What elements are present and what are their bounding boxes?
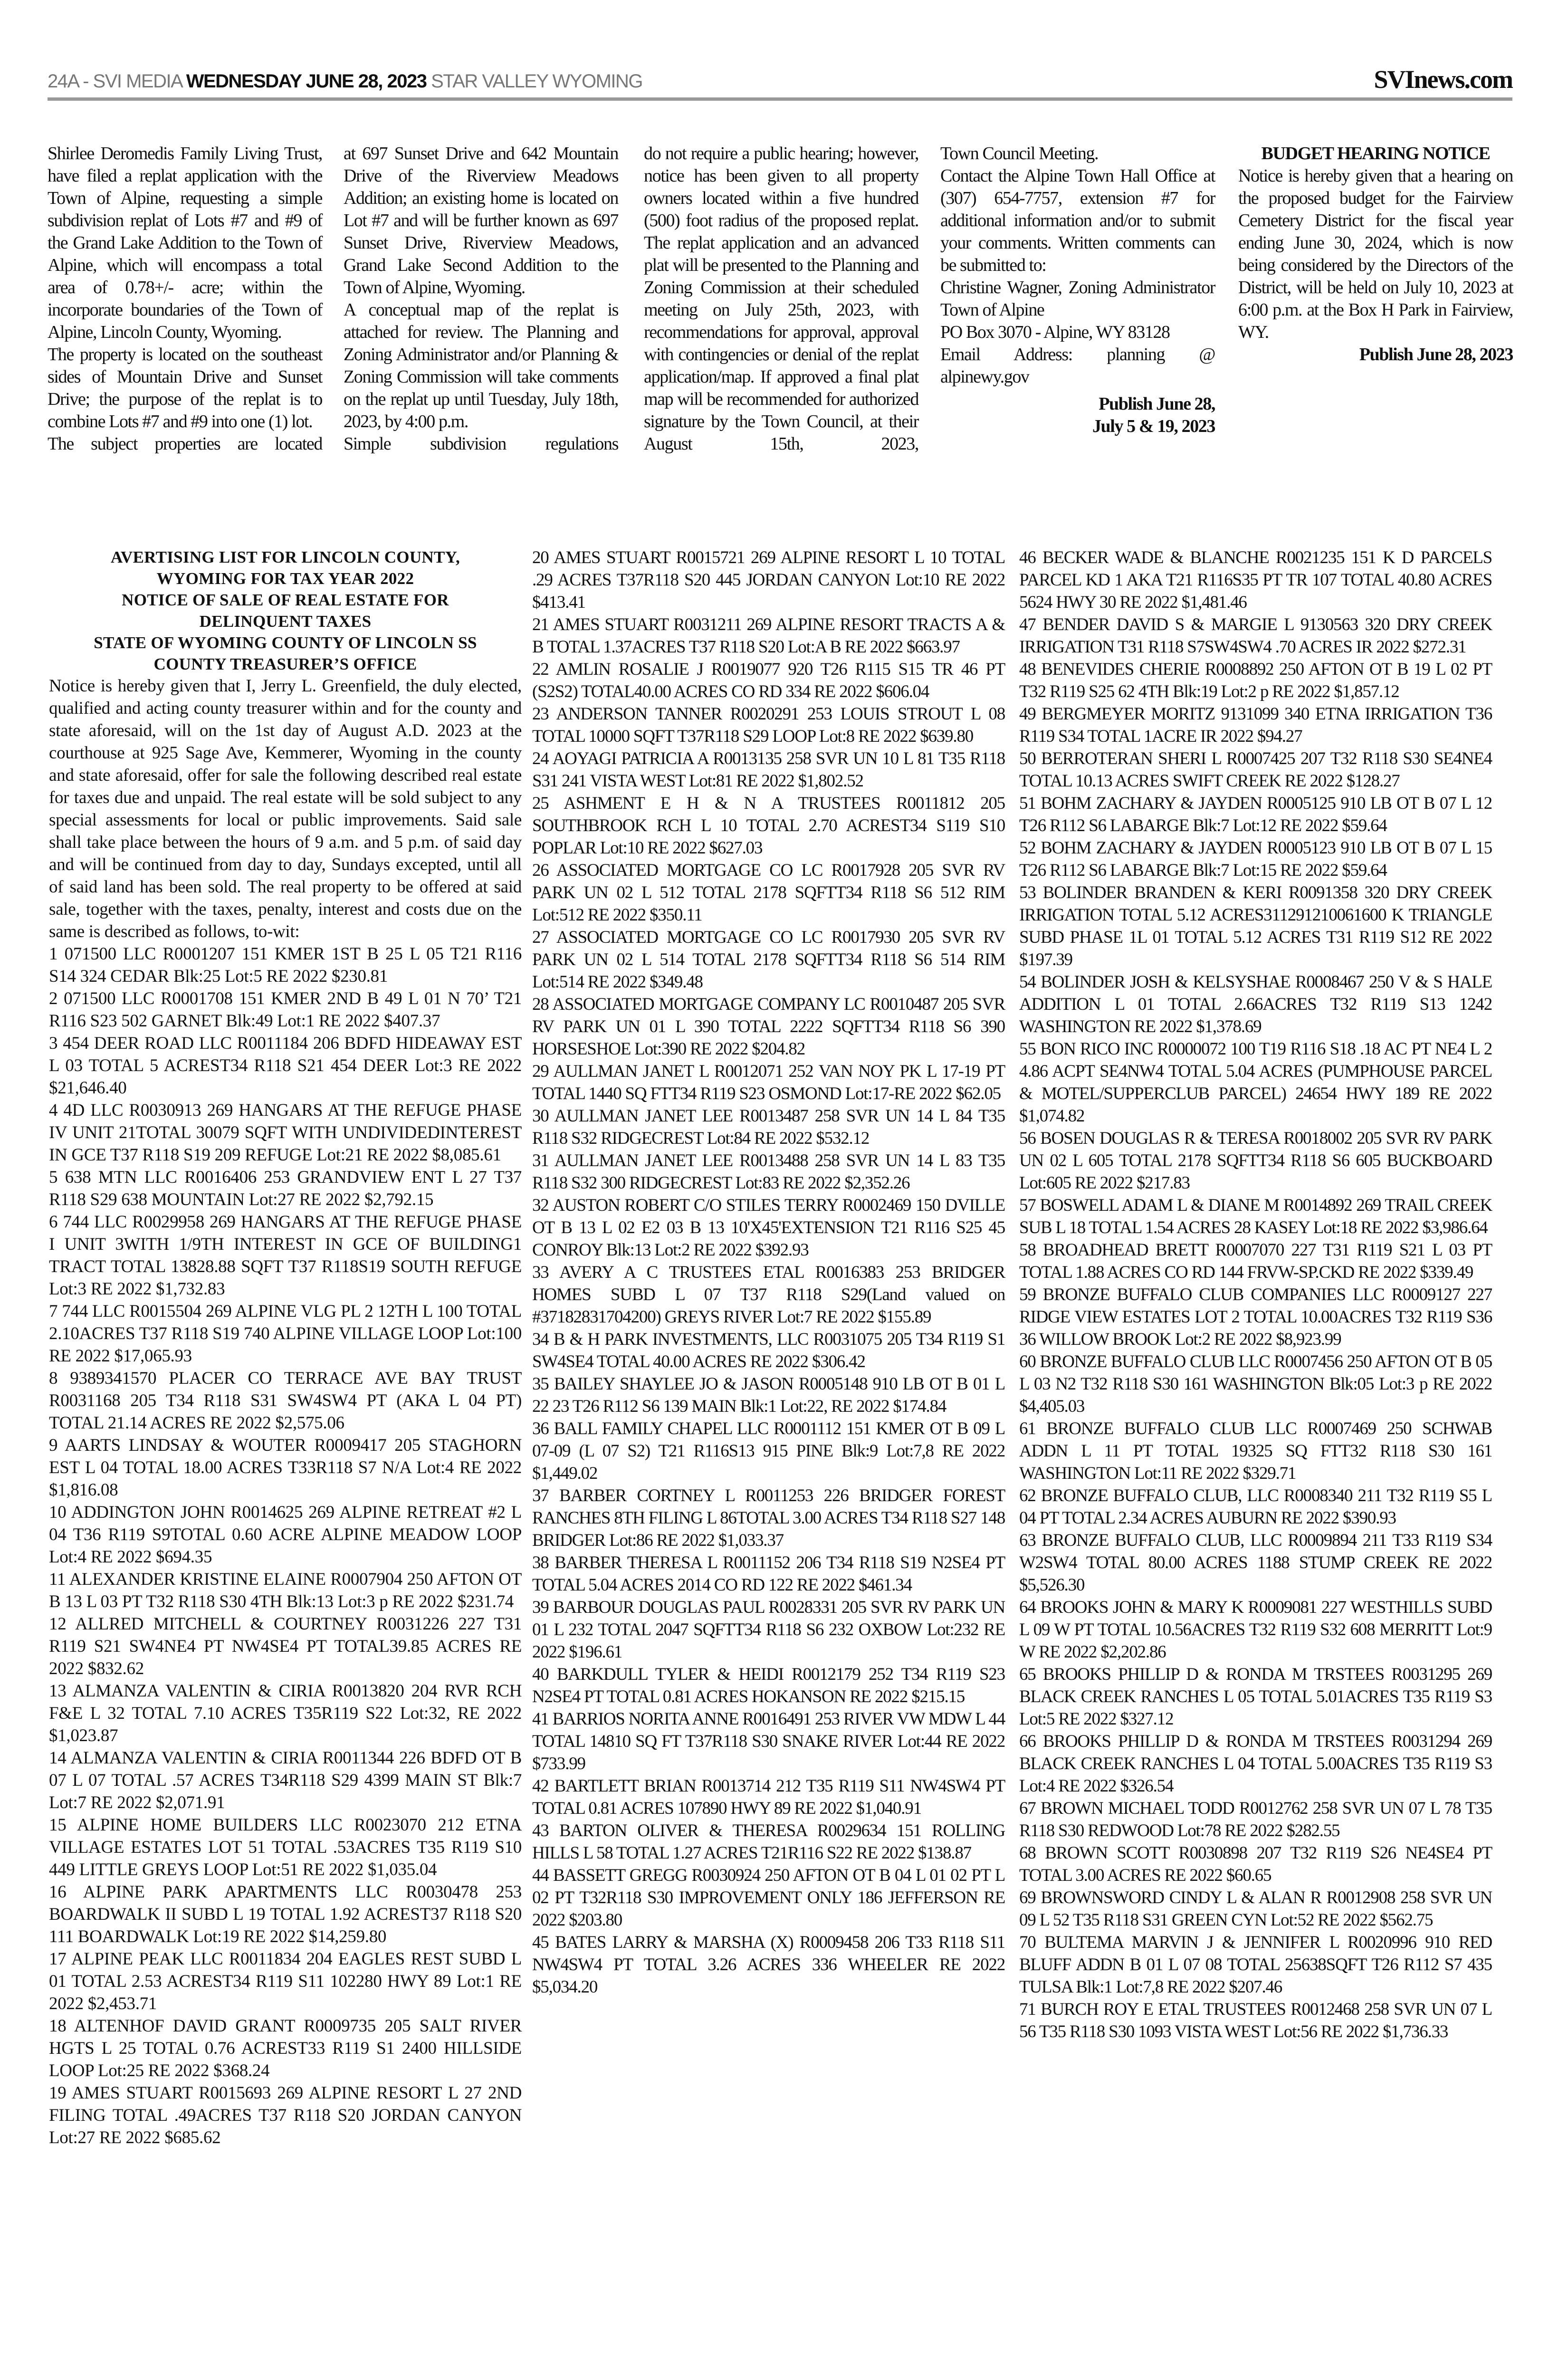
tax-list-title [49,546,522,675]
tax-list-entry: 48 BENEVIDES CHERIE R0008892 250 AFTON OT B 19 L 02 PT T32 R119 S25 62 4TH Blk:19 Lot:2 p RE 2022 $1,857.12 [1019,660,1492,701]
header-rule [48,97,1512,101]
tax-list-entry: 38 BARBER THERESA L R0011152 206 T34 R118 S19 N2SE4 PT TOTAL 5.04 ACRES 2014 CO RD 122 RE 2022 $461.34 [532,1553,1005,1595]
tax-list-entry: 41 BARRIOS NORITA ANNE R0016491 253 RIVER VW MDW L 44 TOTAL 14810 SQ FT T37R118 S30 SNAKE RIVER Lot:44 RE 2022 $733.99 [532,1709,1005,1773]
tax-list-entry: 70 BULTEMA MARVIN J & JENNIFER L R0020996 910 RED BLUFF ADDN B 01 L 07 08 TOTAL 25638SQFT T26 R112 S7 435 TULSA Blk:1 Lot:7,8 RE 2022 $207.46 [1019,1933,1492,1997]
tax-list-entry: 18 ALTENHOF DAVID GRANT R0009735 205 SALT RIVER HGTS L 25 TOTAL 0.76 ACREST33 R119 S1 2400 HILLSIDE LOOP Lot:25 RE 2022 $368.24 [49,2016,522,2080]
tax-list-entry: 58 BROADHEAD BRETT R0007070 227 T31 R119 S21 L 03 PT TOTAL 1.88 ACRES CO RD 144 FRVW-SP.CKD RE 2022 $339.49 [1019,1240,1492,1282]
tax-list-entry: 6 744 LLC R0029958 269 HANGARS AT THE REFUGE PHASE I UNIT 3WITH 1/9TH INTEREST IN GCE OF BUILDING1 TRACT TOTAL 13828.88 SQFT T37 R118S19 SOUTH REFUGE Lot:3 RE 2022 $1,732.83 [49,1212,522,1299]
notice-title: BUDGET HEARING NOTICE [1261,144,1490,163]
tax-list-entry: 29 AULLMAN JANET L R0012071 252 VAN NOY PK L 17-19 PT TOTAL 1440 SQ FTT34 R119 S23 OSMOND Lot:17-RE 2022 $62.05 [532,1062,1005,1103]
tax-list-entry: 33 AVERY A C TRUSTEES ETAL R0016383 253 BRIDGER HOMES SUBD L 07 T37 R118 S29(Land valued on #37182831704200) GREYS RIVER Lot:7 RE 2022 $155.89 [532,1263,1005,1327]
tax-list-entry: 24 AOYAGI PATRICIA A R0013135 258 SVR UN 10 L 81 T35 R118 S31 241 VISTA WEST Lot:81 RE 2022 $1,802.52 [532,749,1005,791]
publish-line: Publish June 28, [1099,394,1215,414]
tax-list-entry: 64 BROOKS JOHN & MARY K R0009081 227 WESTHILLS SUBD L 09 W PT TOTAL 10.56ACRES T32 R119 S32 608 MERRITT Lot:9 W RE 2022 $2,202.86 [1019,1598,1492,1662]
tax-list-entry: 10 ADDINGTON JOHN R0014625 269 ALPINE RETREAT #2 L 04 T36 R119 S9TOTAL 0.60 ACRE ALPINE MEADOW LOOP Lot:4 RE 2022 $694.35 [49,1503,522,1567]
tax-list-entry: 66 BROOKS PHILLIP D & RONDA M TRSTEES R0031294 269 BLACK CREEK RANCHES L 04 TOTAL 5.00ACRES T35 R119 S3 Lot:4 RE 2022 $326.54 [1019,1732,1492,1796]
paragraph: Town of Alpine [940,300,1044,320]
tax-list-entry: 22 AMLIN ROSALIE J R0019077 920 T26 R115 S15 TR 46 PT (S2S2) TOTAL40.00 ACRES CO RD 334 RE 2022 $606.04 [532,660,1005,701]
tax-list-entry: 45 BATES LARRY & MARSHA (X) R0009458 206 T33 R118 S11 NW4SW4 PT TOTAL 3.26 ACRES 336 WHEELER RE 2022 $5,034.20 [532,1933,1005,1997]
budget-hearing-notice [1238,143,1513,366]
tax-list-entry: 15 ALPINE HOME BUILDERS LLC R0023070 212 ETNA VILLAGE ESTATES LOT 51 TOTAL .53ACRES T35 R119 S10 449 LITTLE GREYS LOOP Lot:51 RE 2022 $1,035.04 [49,1815,522,1879]
tax-list-entry: 57 BOSWELL ADAM L & DIANE M R0014892 269 TRAIL CREEK SUB L 18 TOTAL 1.54 ACRES 28 KASEY Lot:18 RE 2022 $3,986.64 [1019,1196,1492,1237]
tax-list-entry: 20 AMES STUART R0015721 269 ALPINE RESORT L 10 TOTAL .29 ACRES T37R118 S20 445 JORDAN CANYON Lot:10 RE 2022 $413.41 [532,548,1005,612]
title-line: AVERTISING LIST FOR LINCOLN COUNTY, [110,548,460,566]
paragraph: The property is located on the southeast sides of Mountain Drive and Sunset Drive; the purpose of the replat is to combine Lots #7 and #9 into one (1) lot. [48,345,322,431]
tax-list-entry: 7 744 LLC R0015504 269 ALPINE VLG PL 2 12TH L 100 TOTAL 2.10ACRES T37 R118 S19 740 ALPINE VILLAGE LOOP Lot:100 RE 2022 $17,065.93 [49,1302,522,1366]
paragraph: Email Address: planning @ alpinewy.gov [940,345,1215,387]
tax-list-entry: 56 BOSEN DOUGLAS R & TERESA R0018002 205 SVR RV PARK UN 02 L 605 TOTAL 2178 SQFTT34 R118 S6 605 BUCKBOARD Lot:605 RE 2022 $217.83 [1019,1129,1492,1193]
tax-list-entry: 43 BARTON OLIVER & THERESA R0029634 151 ROLLING HILLS L 58 TOTAL 1.27 ACRES T21R116 S22 RE 2022 $138.87 [532,1821,1005,1863]
tax-list-entry: 65 BROOKS PHILLIP D & RONDA M TRSTEES R0031295 269 BLACK CREEK RANCHES L 05 TOTAL 5.01ACRES T35 R119 S3 Lot:5 RE 2022 $327.12 [1019,1665,1492,1729]
tax-list-entry: 3 454 DEER ROAD LLC R0011184 206 BDFD HIDEAWAY EST L 03 TOTAL 5 ACREST34 R118 S21 454 DEER Lot:3 RE 2022 $21,646.40 [49,1034,522,1098]
region: STAR VALLEY WYOMING [431,71,643,92]
title-line: DELINQUENT TAXES [199,612,372,631]
tax-list-entry: 11 ALEXANDER KRISTINE ELAINE R0007904 250 AFTON OT B 13 L 03 PT T32 R118 S30 4TH Blk:13 Lot:3 p RE 2022 $231.74 [49,1570,522,1611]
paragraph: Simple subdivision regulations [344,434,618,454]
tax-list-entry: 4 4D LLC R0030913 269 HANGARS AT THE REFUGE PHASE IV UNIT 21TOTAL 30079 SQFT WITH UNDIVIDEDINTEREST IN GCE T37 R118 S19 209 REFUGE Lot:21 RE 2022 $8,085.61 [49,1101,522,1165]
tax-list-entry: 2 071500 LLC R0001708 151 KMER 2ND B 49 L 01 N 70’ T21 R116 S23 502 GARNET Blk:49 Lot:1 RE 2022 $407.37 [49,989,522,1031]
paragraph: PO Box 3070 - Alpine, WY 83128 [940,322,1170,342]
tax-list-entry: 23 ANDERSON TANNER R0020291 253 LOUIS STROUT L 08 TOTAL 10000 SQFT T37R118 S29 LOOP Lot:8 RE 2022 $639.80 [532,704,1005,746]
folio [48,71,642,92]
publish-dates [940,393,1215,438]
page-header [48,66,1512,94]
tax-list-col-1 [49,546,522,2149]
tax-list-entry: 59 BRONZE BUFFALO CLUB COMPANIES LLC R0009127 227 RIDGE VIEW ESTATES LOT 2 TOTAL 10.00ACRES T32 R119 S36 36 WILLOW BROOK Lot:2 RE 2022 $8,923.99 [1019,1285,1492,1349]
issue-date: WEDNESDAY JUNE 28, 2023 [186,71,427,92]
tax-list-entry: 68 BROWN SCOTT R0030898 207 T32 R119 S26 NE4SE4 PT TOTAL 3.00 ACRES RE 2022 $60.65 [1019,1843,1492,1885]
tax-list-entry: 32 AUSTON ROBERT C/O STILES TERRY R0002469 150 DVILLE OT B 13 L 02 E2 03 B 13 10'X45'EXTENSION T21 R116 S25 45 CONROY Blk:13 Lot:2 RE 2022 $392.93 [532,1196,1005,1260]
tax-list-entry: 46 BECKER WADE & BLANCHE R0021235 151 K D PARCELS PARCEL KD 1 AKA T21 R116S35 PT TR 107 TOTAL 40.80 ACRES 5624 HWY 30 RE 2022 $1,481.46 [1019,548,1492,612]
title-line: COUNTY TREASURER’S OFFICE [153,655,417,673]
tax-list-entry: 40 BARKDULL TYLER & HEIDI R0012179 252 T34 R119 S23 N2SE4 PT TOTAL 0.81 ACRES HOKANSON RE 2022 $215.15 [532,1665,1005,1706]
paragraph: Christine Wagner, Zoning Administrator [940,278,1215,297]
intro-paragraph: Notice is hereby given that I, Jerry L. Greenfield, the duly elected, qualified and acting county treasurer within and for the county and state aforesaid, will on the 1st day of August A.D. 2023 at the courthouse at 925 Sage Ave, Kemmerer, Wyoming in the county and state aforesaid, offer for sale the following described real estate for taxes due and unpaid. The real estate will be sold subject to any special assessments for local or public improvements. Said sale shall take place between the hours of 9 a.m. and 5 p.m. of said day and will be continued from day to day, Sundays excepted, until all of said land has been sold. The real property to be offered at said sale, together with the taxes, penalty, interest and costs due on the same is described as follows, to-wit: [49,676,522,941]
tax-list-col-3 [1019,546,1492,2043]
tax-list-entry: 34 B & H PARK INVESTMENTS, LLC R0031075 205 T34 R119 S1 SW4SE4 TOTAL 40.00 ACRES RE 2022 $306.42 [532,1330,1005,1371]
tax-list-entry: 52 BOHM ZACHARY & JAYDEN R0005123 910 LB OT B 07 L 15 T26 R112 S6 LABARGE Blk:7 Lot:15 RE 2022 $59.64 [1019,838,1492,880]
publish-line: July 5 & 19, 2023 [1092,416,1215,436]
tax-list-entry: 19 AMES STUART R0015693 269 ALPINE RESORT L 27 2ND FILING TOTAL .49ACRES T37 R118 S20 JORDAN CANYON Lot:27 RE 2022 $685.62 [49,2083,522,2147]
tax-list-entry: 61 BRONZE BUFFALO CLUB LLC R0007469 250 SCHWAB ADDN L 11 PT TOTAL 19325 SQ FTT32 R118 S30 161 WASHINGTON Lot:11 RE 2022 $329.71 [1019,1419,1492,1483]
tax-list-entry: 63 BRONZE BUFFALO CLUB, LLC R0009894 211 T33 R119 S34 W2SW4 TOTAL 80.00 ACRES 1188 STUMP CREEK RE 2022 $5,526.30 [1019,1531,1492,1595]
tax-list-entry: 36 BALL FAMILY CHAPEL LLC R0001112 151 KMER OT B 09 L 07-09 (L 07 S2) T21 R116S13 915 PINE Blk:9 Lot:7,8 RE 2022 $1,449.02 [532,1419,1005,1483]
tax-list-entry: 51 BOHM ZACHARY & JAYDEN R0005125 910 LB OT B 07 L 12 T26 R112 S6 LABARGE Blk:7 Lot:12 RE 2022 $59.64 [1019,794,1492,835]
paragraph: at 697 Sunset Drive and 642 Mountain Drive of the Riverview Meadows Addition; an existing home is located on Lot #7 and will be further known as 697 Sunset Drive, Riverview Meadows, Grand Lake Second Addition to the Town of Alpine, Wyoming. [344,144,618,297]
tax-list-entry: 67 BROWN MICHAEL TODD R0012762 258 SVR UN 07 L 78 T35 R118 S30 REDWOOD Lot:78 RE 2022 $282.55 [1019,1799,1492,1840]
tax-list-entry: 39 BARBOUR DOUGLAS PAUL R0028331 205 SVR RV PARK UN 01 L 232 TOTAL 2047 SQFTT34 R118 S6 232 OXBOW Lot:232 RE 2022 $196.61 [532,1598,1005,1662]
paragraph: Contact the Alpine Town Hall Office at (307) 654-7757, extension #7 for additional information and/or to submit your comments. Written comments can be submitted to: [940,166,1215,275]
tax-list-entry: 35 BAILEY SHAYLEE JO & JASON R0005148 910 LB OT B 01 L 22 23 T26 R112 S6 139 MAIN Blk:1 Lot:22, RE 2022 $174.84 [532,1374,1005,1416]
tax-list-entry: 50 BERROTERAN SHERI L R0007425 207 T32 R118 S30 SE4NE4 TOTAL 10.13 ACRES SWIFT CREEK RE 2022 $128.27 [1019,749,1492,791]
tax-list-entry: 42 BARTLETT BRIAN R0013714 212 T35 R119 S11 NW4SW4 PT TOTAL 0.81 ACRES 107890 HWY 89 RE 2022 $1,040.91 [532,1776,1005,1818]
paragraph: Town Council Meeting. [940,144,1099,163]
title-line: NOTICE OF SALE OF REAL ESTATE FOR [122,591,449,609]
paragraph: A conceptual map of the replat is attached for review. The Planning and Zoning Administrator and/or Planning & Zoning Commission will take comments on the replat up until Tuesday, July 18th, 2023, by 4:00 p.m. [344,300,618,431]
tax-list-entry: 30 AULLMAN JANET LEE R0013487 258 SVR UN 14 L 84 T35 R118 S32 RIDGECREST Lot:84 RE 2022 $532.12 [532,1106,1005,1148]
tax-list-entry: 49 BERGMEYER MORITZ 9131099 340 ETNA IRRIGATION T36 R119 S34 TOTAL 1ACRE IR 2022 $94.27 [1019,704,1492,746]
tax-list-entry: 17 ALPINE PEAK LLC R0011834 204 EAGLES REST SUBD L 01 TOTAL 2.53 ACREST34 R119 S11 102280 HWY 89 Lot:1 RE 2022 $2,453.71 [49,1949,522,2013]
tax-list-entry: 44 BASSETT GREGG R0030924 250 AFTON OT B 04 L 01 02 PT L 02 PT T32R118 S30 IMPROVEMENT ONLY 186 JEFFERSON RE 2022 $203.80 [532,1866,1005,1930]
tax-list-col-2 [532,546,1005,1998]
tax-list-entry: 60 BRONZE BUFFALO CLUB LLC R0007456 250 AFTON OT B 05 L 03 N2 T32 R118 S30 161 WASHINGTON Blk:05 Lot:3 p RE 2022 $4,405.03 [1019,1352,1492,1416]
tax-list-entry: 25 ASHMENT E H & N A TRUSTEES R0011812 205 SOUTHBROOK RCH L 10 TOTAL 2.70 ACREST34 S119 S10 POPLAR Lot:10 RE 2022 $627.03 [532,794,1005,858]
publish-dates: Publish June 28, 2023 [1359,345,1513,364]
replat-notice-col-3 [644,143,918,455]
tax-list-entry: 47 BENDER DAVID S & MARGIE L 9130563 320 DRY CREEK IRRIGATION T31 R118 S7SW4SW4 .70 ACRES IR 2022 $272.31 [1019,615,1492,657]
title-line: STATE OF WYOMING COUNTY OF LINCOLN SS [94,633,477,652]
tax-list-entry: 54 BOLINDER JOSH & KELSYSHAE R0008467 250 V & S HALE ADDITION L 01 TOTAL 2.66ACRES T32 R119 S13 1242 WASHINGTON RE 2022 $1,378.69 [1019,972,1492,1036]
tax-list-entry: 53 BOLINDER BRANDEN & KERI R0091358 320 DRY CREEK IRRIGATION TOTAL 5.12 ACRES311291210061600 K TRIANGLE SUBD PHASE 1L 01 TOTAL 5.12 ACRES T31 R119 S12 RE 2022 $197.39 [1019,883,1492,969]
tax-list-entry: 5 638 MTN LLC R0016406 253 GRANDVIEW ENT L 27 T37 R118 S29 638 MOUNTAIN Lot:27 RE 2022 $2,792.15 [49,1168,522,1209]
tax-list-entry: 55 BON RICO INC R0000072 100 T19 R116 S18 .18 AC PT NE4 L 2 4.86 ACPT SE4NW4 TOTAL 5.04 ACRES (PUMPHOUSE PARCEL & MOTEL/SUPPERCLUB PARCEL) 24654 HWY 189 RE 2022 $1,074.82 [1019,1039,1492,1126]
page-label: 24A - SVI MEDIA [48,71,182,92]
tax-list-entry: 27 ASSOCIATED MORTGAGE CO LC R0017930 205 SVR RV PARK UN 02 L 514 TOTAL 2178 SQFTT34 R118 S6 514 RIM Lot:514 RE 2022 $349.48 [532,928,1005,992]
tax-list-entry: 13 ALMANZA VALENTIN & CIRIA R0013820 204 RVR RCH F&E L 32 TOTAL 7.10 ACRES T35R119 S22 Lot:32, RE 2022 $1,023.87 [49,1681,522,1745]
tax-list-entry: 26 ASSOCIATED MORTGAGE CO LC R0017928 205 SVR RV PARK UN 02 L 512 TOTAL 2178 SQFTT34 R118 S6 512 RIM Lot:512 RE 2022 $350.11 [532,861,1005,925]
title-line: WYOMING FOR TAX YEAR 2022 [156,569,414,588]
replat-notice-col-2 [344,143,618,455]
paragraph: The subject properties are located [48,434,322,454]
paragraph: Notice is hereby given that a hearing on the proposed budget for the Fairview Cemetery District for the fiscal year ending June 30, 2024, which is now being considered by the Directors of the District, will be held on July 10, 2023 at 6:00 p.m. at the Box H Park in Fairview, WY. [1238,166,1513,342]
replat-notice-col-4 [940,143,1215,438]
tax-list-entry: 62 BRONZE BUFFALO CLUB, LLC R0008340 211 T32 R119 S5 L 04 PT TOTAL 2.34 ACRES AUBURN RE 2022 $390.93 [1019,1486,1492,1528]
tax-list-entry: 37 BARBER CORTNEY L R0011253 226 BRIDGER FOREST RANCHES 8TH FILING L 86TOTAL 3.00 ACRES T34 R118 S27 148 BRIDGER Lot:86 RE 2022 $1,033.37 [532,1486,1005,1550]
tax-list-entry: 9 AARTS LINDSAY & WOUTER R0009417 205 STAGHORN EST L 04 TOTAL 18.00 ACRES T33R118 S7 N/A Lot:4 RE 2022 $1,816.08 [49,1436,522,1500]
tax-list-entry: 28 ASSOCIATED MORTGAGE COMPANY LC R0010487 205 SVR RV PARK UN 01 L 390 TOTAL 2222 SQFTT34 R118 S6 390 HORSESHOE Lot:390 RE 2022 $204.82 [532,995,1005,1059]
site-name: SVInews.com [1374,65,1512,94]
paragraph: Shirlee Deromedis Family Living Trust, have filed a replat application with the Town of Alpine, requesting a simple subdivision replat of Lots #7 and #9 of the Grand Lake Addition to the Town of Alpine, which will encompass a total area of 0.78+/- acre; within the incorporate boundaries of the Town of Alpine, Lincoln County, Wyoming. [48,144,322,342]
tax-list-entry: 14 ALMANZA VALENTIN & CIRIA R0011344 226 BDFD OT B 07 L 07 TOTAL .57 ACRES T34R118 S29 4399 MAIN ST Blk:7 Lot:7 RE 2022 $2,071.91 [49,1748,522,1812]
tax-list-entry: 8 9389341570 PLACER CO TERRACE AVE BAY TRUST R0031168 205 T34 R118 S31 SW4SW4 PT (AKA L 04 PT) TOTAL 21.14 ACRES RE 2022 $2,575.06 [49,1369,522,1433]
tax-list-entry: 21 AMES STUART R0031211 269 ALPINE RESORT TRACTS A & B TOTAL 1.37ACRES T37 R118 S20 Lot:A B RE 2022 $663.97 [532,615,1005,657]
replat-notice-col-1 [48,143,322,455]
tax-list-entry: 1 071500 LLC R0001207 151 KMER 1ST B 25 L 05 T21 R116 S14 324 CEDAR Blk:25 Lot:5 RE 2022 $230.81 [49,944,522,986]
tax-list-entry: 71 BURCH ROY E ETAL TRUSTEES R0012468 258 SVR UN 07 L 56 T35 R118 S30 1093 VISTA WEST Lot:56 RE 2022 $1,736.33 [1019,2000,1492,2041]
paragraph: do not require a public hearing; however, notice has been given to all property owners located within a five hundred (500) foot radius of the proposed replat. The replat application and an advanced plat will be presented to the Planning and Zoning Commission at their scheduled meeting on July 25th, 2023, with recommendations for approval, approval with contingencies or denial of the replat application/map. If approved a final plat map will be recommended for authorized signature by the Town Council, at their August 15th, 2023, [644,144,918,454]
tax-list-entry: 12 ALLRED MITCHELL & COURTNEY R0031226 227 T31 R119 S21 SW4NE4 PT NW4SE4 PT TOTAL39.85 ACRES RE 2022 $832.62 [49,1614,522,1678]
tax-list-entry: 69 BROWNSWORD CINDY L & ALAN R R0012908 258 SVR UN 09 L 52 T35 R118 S31 GREEN CYN Lot:52 RE 2022 $562.75 [1019,1888,1492,1930]
tax-list-entry: 31 AULLMAN JANET LEE R0013488 258 SVR UN 14 L 83 T35 R118 S32 300 RIDGECREST Lot:83 RE 2022 $2,352.26 [532,1151,1005,1193]
tax-list-entry: 16 ALPINE PARK APARTMENTS LLC R0030478 253 BOARDWALK II SUBD L 19 TOTAL 1.92 ACREST37 R118 S20 111 BOARDWALK Lot:19 RE 2022 $14,259.80 [49,1882,522,1946]
